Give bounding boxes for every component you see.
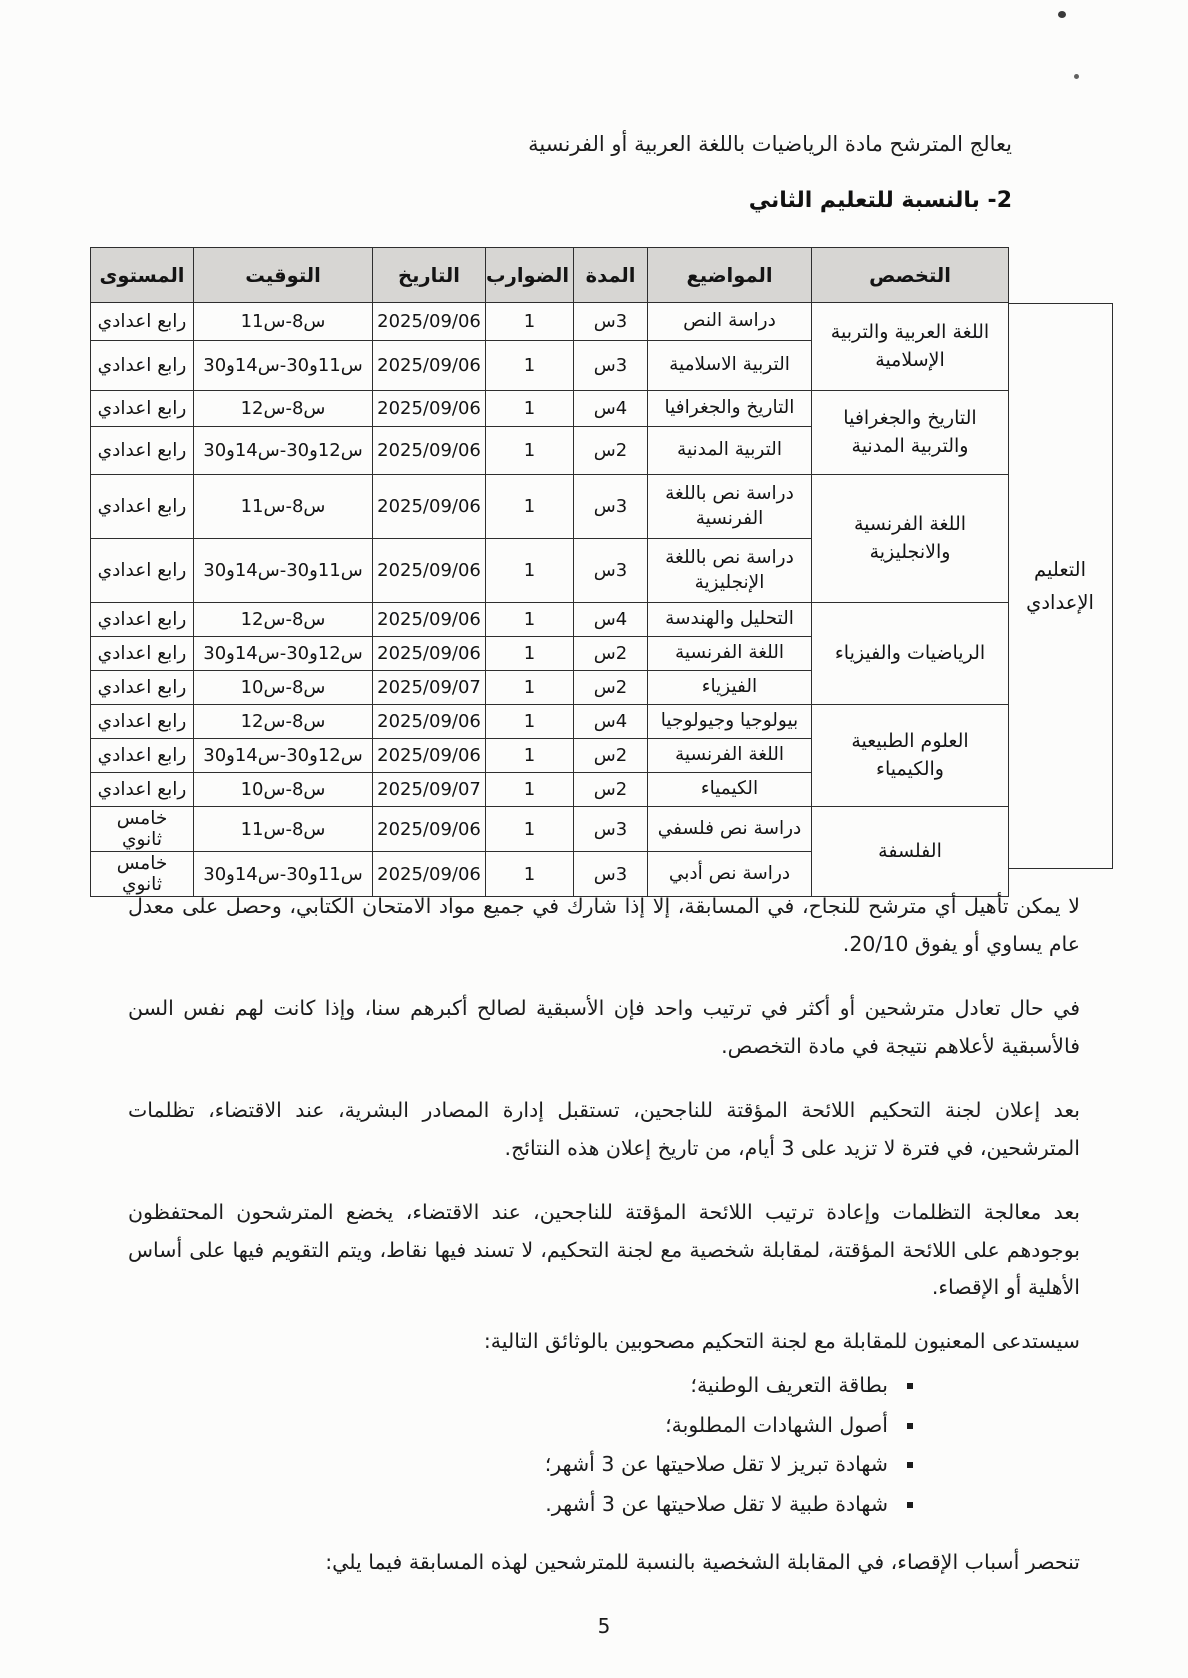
duration-cell: 3س: [574, 475, 648, 539]
header-duration: المدة: [574, 248, 648, 303]
subject-cell: دراسة نص باللغة الإنجليزية: [648, 539, 812, 603]
body-text: [128, 888, 1080, 1644]
coefficient-cell: 1: [486, 807, 574, 852]
date-cell: 2025/09/07: [373, 773, 486, 807]
coefficient-cell: 1: [486, 427, 574, 475]
header-subjects: المواضيع: [648, 248, 812, 303]
exam-schedule-table: [90, 247, 1009, 897]
level-cell: رابع اعدادي: [91, 671, 194, 705]
duration-cell: 2س: [574, 739, 648, 773]
specialty-cell: الرياضيات والفيزياء: [812, 603, 1009, 705]
level-cell: رابع اعدادي: [91, 603, 194, 637]
specialty-cell: العلوم الطبيعية والكيمياء: [812, 705, 1009, 807]
timing-cell: س8-س11: [194, 475, 373, 539]
coefficient-cell: 1: [486, 303, 574, 341]
closing-line: تنحصر أسباب الإقصاء، في المقابلة الشخصية بالنسبة للمترشحين لهذه المسابقة فيما يلي:: [325, 1550, 1080, 1575]
level-cell: رابع اعدادي: [91, 475, 194, 539]
duration-cell: 2س: [574, 427, 648, 475]
header-level: المستوى: [91, 248, 194, 303]
subject-cell: بيولوجيا وجيولوجيا: [648, 705, 812, 739]
coefficient-cell: 1: [486, 637, 574, 671]
duration-cell: 3س: [574, 539, 648, 603]
coefficient-cell: 1: [486, 671, 574, 705]
date-cell: 2025/09/06: [373, 475, 486, 539]
duration-cell: 2س: [574, 671, 648, 705]
table-row: [91, 391, 1009, 427]
list-item: ▪ شهادة طبية لا تقل صلاحيتها عن 3 أشهر.: [128, 1485, 894, 1525]
level-cell: رابع اعدادي: [91, 427, 194, 475]
timing-cell: س8-س12: [194, 705, 373, 739]
list-item: ▪ أصول الشهادات المطلوبة؛: [128, 1406, 894, 1446]
subject-cell: دراسة نص فلسفي: [648, 807, 812, 852]
timing-cell: س8-س11: [194, 807, 373, 852]
date-cell: 2025/09/06: [373, 807, 486, 852]
paragraph-interview-rule: بعد معالجة التظلمات وإعادة ترتيب اللائحة المؤقتة للناجحين، عند الاقتضاء، يخضع المترشحون المحتفظون بوجودهم على اللائحة المؤقتة، لمقابلة شخصية مع لجنة التحكيم، لا تسند فيها نقاط، ويتم التقويم فيها على أساس الأهلية أو الإقصاء.: [128, 1200, 1080, 1299]
subject-cell: دراسة النص: [648, 303, 812, 341]
intro-line: يعالج المترشح مادة الرياضيات باللغة العربية أو الفرنسية: [528, 132, 1012, 156]
subject-cell: الفيزياء: [648, 671, 812, 705]
coefficient-cell: 1: [486, 603, 574, 637]
header-timing: التوقيت: [194, 248, 373, 303]
header-specialty: التخصص: [812, 248, 1009, 303]
documents-intro: سيستدعى المعنيون للمقابلة مع لجنة التحكيم مصحوبين بالوثائق التالية:: [483, 1328, 1080, 1353]
coefficient-cell: 1: [486, 739, 574, 773]
subject-cell: الكيمياء: [648, 773, 812, 807]
timing-cell: س8-س11: [194, 303, 373, 341]
date-cell: 2025/09/06: [373, 427, 486, 475]
scan-dot-artifact: [1058, 11, 1066, 18]
subject-cell: التربية المدنية: [648, 427, 812, 475]
paragraph-qualification-rule: لا يمكن تأهيل أي مترشح للنجاح، في المسابقة، إلا إذا شارك في جميع مواد الامتحان الكتابي، وحصل على معدل عام يساوي أو يفوق 20/10.: [128, 894, 1080, 956]
date-cell: 2025/09/06: [373, 852, 486, 897]
date-cell: 2025/09/06: [373, 739, 486, 773]
table-header-row: [91, 248, 1009, 303]
timing-cell: س12و30-س14و30: [194, 637, 373, 671]
specialty-cell: اللغة الفرنسية والانجليزية: [812, 475, 1009, 603]
timing-cell: س11و30-س14و30: [194, 341, 373, 391]
date-cell: 2025/09/06: [373, 705, 486, 739]
table-row: [91, 705, 1009, 739]
subject-cell: دراسة نص باللغة الفرنسية: [648, 475, 812, 539]
specialty-cell: اللغة العربية والتربية الإسلامية: [812, 303, 1009, 391]
subject-cell: اللغة الفرنسية: [648, 637, 812, 671]
date-cell: 2025/09/06: [373, 391, 486, 427]
education-stage-cell: [1008, 303, 1113, 869]
specialty-cell: الفلسفة: [812, 807, 1009, 897]
duration-cell: 4س: [574, 603, 648, 637]
subject-cell: التربية الاسلامية: [648, 341, 812, 391]
duration-cell: 2س: [574, 637, 648, 671]
timing-cell: س12و30-س14و30: [194, 427, 373, 475]
level-cell: رابع اعدادي: [91, 773, 194, 807]
header-coefficient: الضوارب: [486, 248, 574, 303]
coefficient-cell: 1: [486, 539, 574, 603]
coefficient-cell: 1: [486, 341, 574, 391]
duration-cell: 4س: [574, 391, 648, 427]
timing-cell: س8-س10: [194, 773, 373, 807]
coefficient-cell: 1: [486, 773, 574, 807]
timing-cell: س12و30-س14و30: [194, 739, 373, 773]
specialty-cell: التاريخ والجغرافيا والتربية المدنية: [812, 391, 1009, 475]
table-row: [91, 807, 1009, 852]
paragraph-tie-break-rule: في حال تعادل مترشحين أو أكثر في ترتيب واحد فإن الأسبقية لصالح أكبرهم سنا، وإذا كانت لهم نفس السن فالأسبقية لأعلاهم نتيجة في مادة التخصص.: [128, 996, 1080, 1058]
timing-cell: س8-س12: [194, 603, 373, 637]
level-cell: خامس ثانوي: [91, 852, 194, 897]
duration-cell: 3س: [574, 807, 648, 852]
duration-cell: 2س: [574, 773, 648, 807]
timing-cell: س8-س12: [194, 391, 373, 427]
duration-cell: 4س: [574, 705, 648, 739]
list-item: ▪ بطاقة التعريف الوطنية؛: [128, 1366, 894, 1406]
subject-cell: دراسة نص أدبي: [648, 852, 812, 897]
subject-cell: التاريخ والجغرافيا: [648, 391, 812, 427]
timing-cell: س11و30-س14و30: [194, 852, 373, 897]
level-cell: رابع اعدادي: [91, 391, 194, 427]
list-item: ▪ شهادة تبريز لا تقل صلاحيتها عن 3 أشهر؛: [128, 1445, 894, 1485]
section-heading: 2- بالنسبة للتعليم الثاني: [748, 188, 1012, 213]
coefficient-cell: 1: [486, 852, 574, 897]
level-cell: رابع اعدادي: [91, 341, 194, 391]
date-cell: 2025/09/06: [373, 539, 486, 603]
table-row: [91, 603, 1009, 637]
scan-dot-artifact: [1074, 74, 1079, 79]
level-cell: رابع اعدادي: [91, 303, 194, 341]
timing-cell: س8-س10: [194, 671, 373, 705]
documents-list: [128, 1366, 920, 1524]
subject-cell: اللغة الفرنسية: [648, 739, 812, 773]
table-row: [91, 475, 1009, 539]
date-cell: 2025/09/07: [373, 671, 486, 705]
header-date: التاريخ: [373, 248, 486, 303]
level-cell: رابع اعدادي: [91, 637, 194, 671]
level-cell: رابع اعدادي: [91, 739, 194, 773]
level-cell: خامس ثانوي: [91, 807, 194, 852]
coefficient-cell: 1: [486, 391, 574, 427]
education-stage-label: التعليم الإعدادي: [1026, 557, 1094, 614]
date-cell: 2025/09/06: [373, 341, 486, 391]
subject-cell: التحليل والهندسة: [648, 603, 812, 637]
timing-cell: س11و30-س14و30: [194, 539, 373, 603]
coefficient-cell: 1: [486, 475, 574, 539]
date-cell: 2025/09/06: [373, 303, 486, 341]
coefficient-cell: 1: [486, 705, 574, 739]
duration-cell: 3س: [574, 303, 648, 341]
page-number: 5: [597, 1613, 611, 1638]
date-cell: 2025/09/06: [373, 637, 486, 671]
level-cell: رابع اعدادي: [91, 705, 194, 739]
level-cell: رابع اعدادي: [91, 539, 194, 603]
paragraph-complaints-rule: بعد إعلان لجنة التحكيم اللائحة المؤقتة للناجحين، تستقبل إدارة المصادر البشرية، عند الاقتضاء، تظلمات المترشحين، في فترة لا تزيد على 3 أيام، من تاريخ إعلان هذه النتائج.: [128, 1098, 1080, 1160]
table-row: [91, 303, 1009, 341]
duration-cell: 3س: [574, 341, 648, 391]
duration-cell: 3س: [574, 852, 648, 897]
date-cell: 2025/09/06: [373, 603, 486, 637]
